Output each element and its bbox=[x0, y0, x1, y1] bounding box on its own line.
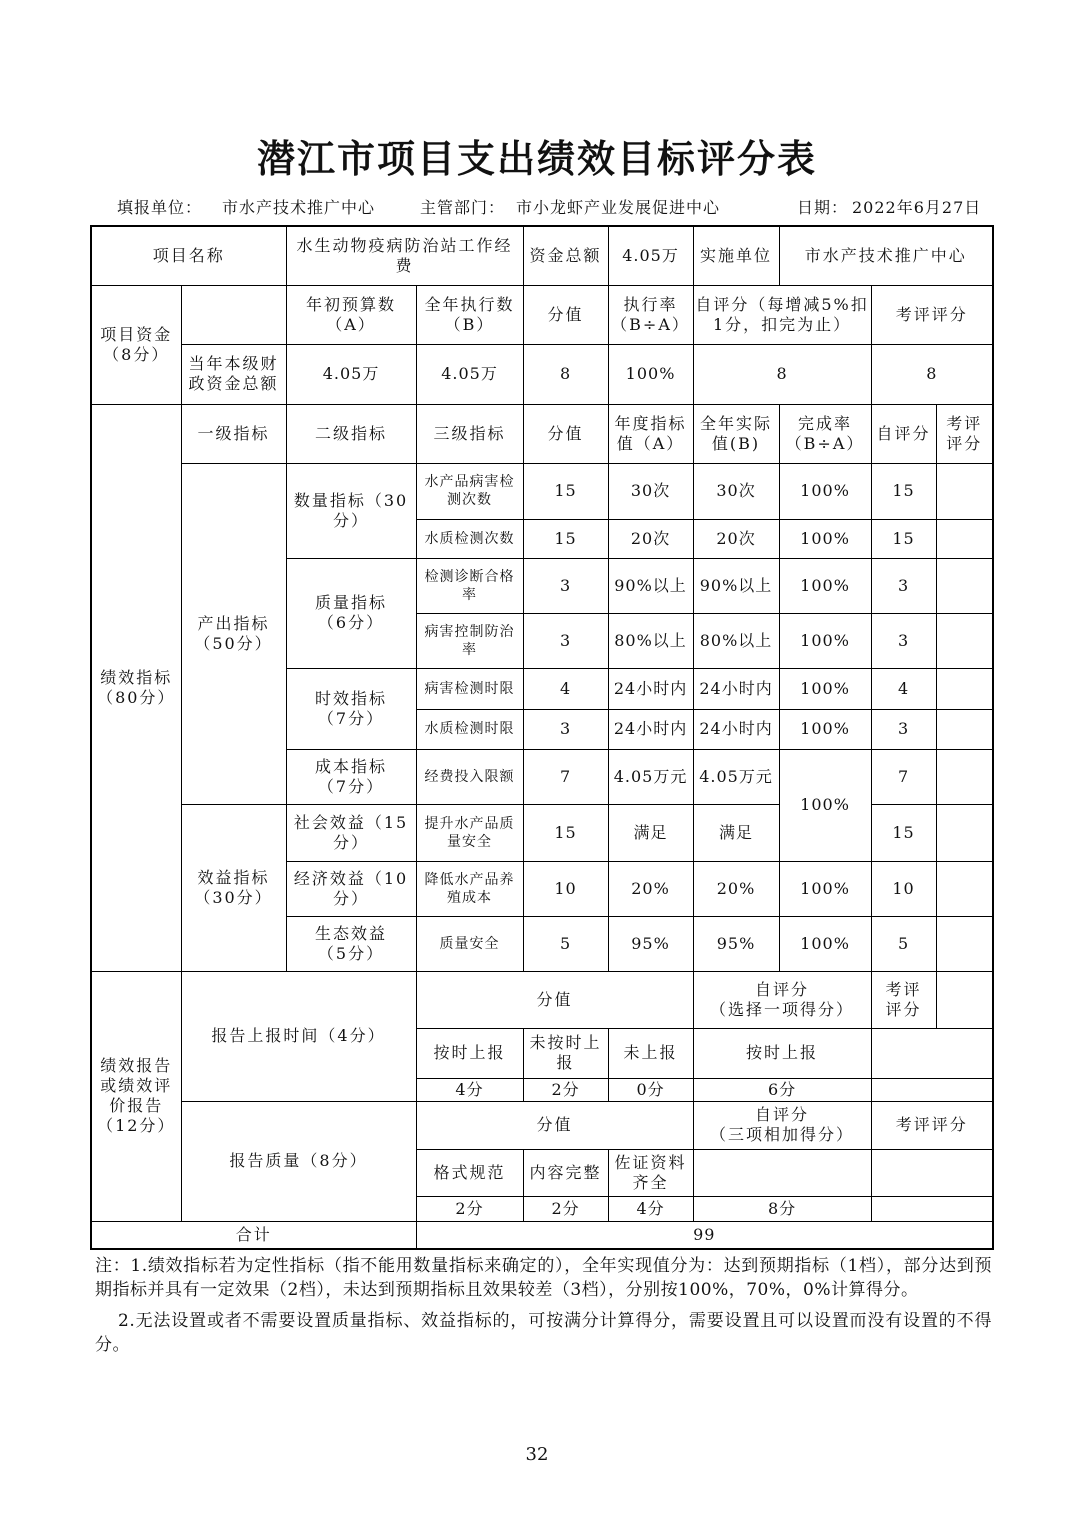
timeliness-option: 按时上报 bbox=[416, 1028, 523, 1078]
quality-criterion-points: 4分 bbox=[608, 1196, 693, 1221]
timeliness-review-score-blank bbox=[936, 971, 993, 1028]
level2-header: 二级指标 bbox=[286, 404, 416, 463]
execution-rate-header: 执行率 （B÷A） bbox=[608, 285, 693, 344]
funding-self-score-header: 自评分（每增减5%扣 1分，扣完为止） bbox=[693, 285, 871, 344]
indicator-score: 3 bbox=[523, 558, 608, 613]
level3-indicator: 水质检测时限 bbox=[416, 709, 523, 749]
level1-output-indicator: 产出指标 （50分） bbox=[181, 463, 286, 804]
quality-self-score: 8分 bbox=[693, 1196, 871, 1221]
indicator-actual-value: 24小时内 bbox=[693, 709, 779, 749]
implementing-unit-label: 实施单位 bbox=[693, 226, 779, 285]
timeliness-review-score-value bbox=[871, 1078, 993, 1101]
total-funds-label: 资金总额 bbox=[523, 226, 608, 285]
timeliness-option: 未上报 bbox=[608, 1028, 693, 1078]
timeliness-score-header: 分值 bbox=[416, 971, 693, 1028]
indicator-actual-value: 20% bbox=[693, 861, 779, 916]
date-label: 日期： bbox=[797, 198, 849, 217]
level2-quantity-indicator: 数量指标（30 分） bbox=[286, 463, 416, 558]
footnote-1: 注：1.绩效指标若为定性指标（指不能用数量指标来确定的），全年实现值分为：达到预期指标（1档），部分达到预期指标并具有一定效果（2档），未达到预期指标且效果较差（3档），分别按100%，70%，0%计算得分。 bbox=[95, 1256, 992, 1300]
footnote-2: 2.无法设置或者不需要设置质量指标、效益指标的，可按满分计算得分，需要设置且可以设置而没有设置的不得分。 bbox=[95, 1311, 992, 1355]
completion-rate-header: 完成率 （B÷A） bbox=[779, 404, 871, 463]
level2-ecological-benefit: 生态效益 （5分） bbox=[286, 916, 416, 971]
quality-criterion: 内容完整 bbox=[523, 1149, 608, 1196]
reporting-unit-value: 市水产技术推广中心 bbox=[222, 198, 376, 217]
indicator-self-score: 3 bbox=[871, 558, 936, 613]
indicator-self-score: 7 bbox=[871, 749, 936, 804]
quality-review-score bbox=[871, 1196, 993, 1221]
indicator-completion-rate: 100% bbox=[779, 463, 871, 519]
indicator-review-score bbox=[936, 668, 993, 709]
indicator-self-score: 15 bbox=[871, 519, 936, 558]
quality-review-score-header: 考评评分 bbox=[871, 1101, 993, 1149]
level3-indicator: 降低水产品养 殖成本 bbox=[416, 861, 523, 916]
level3-header: 三级指标 bbox=[416, 404, 523, 463]
total-funds-value: 4.05万 bbox=[608, 226, 693, 285]
execution-rate-value: 100% bbox=[608, 344, 693, 404]
report-section-label: 绩效报告 或绩效评 价报告 （12分） bbox=[91, 971, 181, 1221]
target-value-header: 年度指标 值（A） bbox=[608, 404, 693, 463]
indicator-target-value: 满足 bbox=[608, 804, 693, 861]
indicator-review-score bbox=[936, 916, 993, 971]
timeliness-review-score-header: 考评 评分 bbox=[871, 971, 936, 1028]
indicator-score-header: 分值 bbox=[523, 404, 608, 463]
level1-header: 一级指标 bbox=[181, 404, 286, 463]
indicator-actual-value: 24小时内 bbox=[693, 668, 779, 709]
total-value: 99 bbox=[416, 1221, 993, 1249]
budget-value: 4.05万 bbox=[286, 344, 416, 404]
indicator-self-score-header: 自评分 bbox=[871, 404, 936, 463]
indicator-score: 5 bbox=[523, 916, 608, 971]
indicator-self-score: 10 bbox=[871, 861, 936, 916]
level1-benefit-indicator: 效益指标 （30分） bbox=[181, 804, 286, 971]
indicator-score: 15 bbox=[523, 804, 608, 861]
indicator-score: 4 bbox=[523, 668, 608, 709]
indicator-target-value: 20% bbox=[608, 861, 693, 916]
indicator-completion-rate: 100% bbox=[779, 709, 871, 749]
timeliness-option-points: 4分 bbox=[416, 1078, 523, 1101]
level3-indicator: 水质检测次数 bbox=[416, 519, 523, 558]
indicator-self-score: 3 bbox=[871, 613, 936, 668]
timeliness-review-score bbox=[871, 1028, 993, 1078]
actual-value-header: 全年实际 值(B) bbox=[693, 404, 779, 463]
funding-score-header: 分值 bbox=[523, 285, 608, 344]
timeliness-option: 未按时上 报 bbox=[523, 1028, 608, 1078]
indicator-score: 7 bbox=[523, 749, 608, 804]
indicator-target-value: 24小时内 bbox=[608, 709, 693, 749]
timeliness-self-score: 6分 bbox=[693, 1078, 871, 1101]
indicator-self-score: 3 bbox=[871, 709, 936, 749]
indicator-score: 15 bbox=[523, 519, 608, 558]
timeliness-self-choice: 按时上报 bbox=[693, 1028, 871, 1078]
quality-self-score-blank bbox=[693, 1149, 871, 1196]
level3-indicator: 质量安全 bbox=[416, 916, 523, 971]
indicator-review-score bbox=[936, 519, 993, 558]
indicator-target-value: 30次 bbox=[608, 463, 693, 519]
footnotes bbox=[95, 1254, 992, 1357]
implementing-unit-value: 市水产技术推广中心 bbox=[779, 226, 993, 285]
form-sheet bbox=[90, 225, 992, 1357]
supervising-dept-label: 主管部门： bbox=[420, 198, 506, 217]
indicator-score: 10 bbox=[523, 861, 608, 916]
funding-self-score-value: 8 bbox=[693, 344, 871, 404]
indicator-completion-rate: 100% bbox=[779, 749, 871, 861]
performance-section-label: 绩效指标 （80分） bbox=[91, 404, 181, 971]
report-timeliness-label: 报告上报时间（4分） bbox=[181, 971, 416, 1101]
indicator-self-score: 4 bbox=[871, 668, 936, 709]
indicator-review-score bbox=[936, 749, 993, 804]
indicator-score: 15 bbox=[523, 463, 608, 519]
funding-corner-cell bbox=[181, 285, 286, 344]
indicator-self-score: 15 bbox=[871, 463, 936, 519]
funding-section-label: 项目资金 （8分） bbox=[91, 285, 181, 404]
indicator-score: 3 bbox=[523, 709, 608, 749]
indicator-self-score: 15 bbox=[871, 804, 936, 861]
level2-quality-indicator: 质量指标 （6分） bbox=[286, 558, 416, 668]
indicator-self-score: 5 bbox=[871, 916, 936, 971]
project-name-label: 项目名称 bbox=[91, 226, 286, 285]
evaluation-table bbox=[90, 225, 994, 1250]
indicator-completion-rate: 100% bbox=[779, 519, 871, 558]
project-name-value: 水生动物疫病防治站工作经 费 bbox=[286, 226, 523, 285]
indicator-completion-rate: 100% bbox=[779, 668, 871, 709]
level3-indicator: 检测诊断合格 率 bbox=[416, 558, 523, 613]
timeliness-option-points: 0分 bbox=[608, 1078, 693, 1101]
funding-review-score-header: 考评评分 bbox=[871, 285, 993, 344]
level2-timeliness-indicator: 时效指标 （7分） bbox=[286, 668, 416, 749]
page-number: 32 bbox=[525, 1444, 549, 1465]
indicator-completion-rate: 100% bbox=[779, 916, 871, 971]
indicator-score: 3 bbox=[523, 613, 608, 668]
timeliness-self-score-header: 自评分 （选择一项得分） bbox=[693, 971, 871, 1028]
indicator-actual-value: 80%以上 bbox=[693, 613, 779, 668]
timeliness-option-points: 2分 bbox=[523, 1078, 608, 1101]
level2-economic-benefit: 经济效益（10 分） bbox=[286, 861, 416, 916]
indicator-actual-value: 满足 bbox=[693, 804, 779, 861]
indicator-review-score bbox=[936, 463, 993, 519]
total-label: 合计 bbox=[91, 1221, 416, 1249]
quality-criterion-points: 2分 bbox=[523, 1196, 608, 1221]
quality-criterion: 格式规范 bbox=[416, 1149, 523, 1196]
document-title: 潜江市项目支出绩效目标评分表 bbox=[256, 136, 817, 181]
indicator-target-value: 80%以上 bbox=[608, 613, 693, 668]
indicator-review-score bbox=[936, 804, 993, 861]
date-value: 2022年6月27日 bbox=[852, 198, 982, 217]
budget-header: 年初预算数 （A） bbox=[286, 285, 416, 344]
indicator-target-value: 24小时内 bbox=[608, 668, 693, 709]
level2-social-benefit: 社会效益（15 分） bbox=[286, 804, 416, 861]
indicator-target-value: 90%以上 bbox=[608, 558, 693, 613]
fiscal-funds-label: 当年本级财 政资金总额 bbox=[181, 344, 286, 404]
quality-criterion: 佐证资料 齐全 bbox=[608, 1149, 693, 1196]
indicator-actual-value: 30次 bbox=[693, 463, 779, 519]
indicator-completion-rate: 100% bbox=[779, 613, 871, 668]
quality-self-score-header: 自评分 （三项相加得分） bbox=[693, 1101, 871, 1149]
level3-indicator: 病害控制防治 率 bbox=[416, 613, 523, 668]
indicator-actual-value: 20次 bbox=[693, 519, 779, 558]
quality-criterion-points: 2分 bbox=[416, 1196, 523, 1221]
indicator-completion-rate: 100% bbox=[779, 861, 871, 916]
executed-value: 4.05万 bbox=[416, 344, 523, 404]
quality-score-header: 分值 bbox=[416, 1101, 693, 1149]
indicator-target-value: 4.05万元 bbox=[608, 749, 693, 804]
executed-header: 全年执行数 （B） bbox=[416, 285, 523, 344]
indicator-review-score bbox=[936, 613, 993, 668]
level3-indicator: 提升水产品质 量安全 bbox=[416, 804, 523, 861]
indicator-actual-value: 95% bbox=[693, 916, 779, 971]
level3-indicator: 病害检测时限 bbox=[416, 668, 523, 709]
quality-review-score-blank bbox=[871, 1149, 993, 1196]
indicator-review-score bbox=[936, 709, 993, 749]
indicator-actual-value: 90%以上 bbox=[693, 558, 779, 613]
indicator-review-score bbox=[936, 558, 993, 613]
indicator-target-value: 20次 bbox=[608, 519, 693, 558]
indicator-review-score bbox=[936, 861, 993, 916]
report-quality-label: 报告质量（8分） bbox=[181, 1101, 416, 1221]
level2-cost-indicator: 成本指标 （7分） bbox=[286, 749, 416, 804]
indicator-completion-rate: 100% bbox=[779, 558, 871, 613]
level3-indicator: 经费投入限额 bbox=[416, 749, 523, 804]
indicator-actual-value: 4.05万元 bbox=[693, 749, 779, 804]
funding-review-score-value: 8 bbox=[871, 344, 993, 404]
indicator-review-score-header: 考评 评分 bbox=[936, 404, 993, 463]
level3-indicator: 水产品病害检 测次数 bbox=[416, 463, 523, 519]
indicator-target-value: 95% bbox=[608, 916, 693, 971]
supervising-dept-value: 市小龙虾产业发展促进中心 bbox=[516, 198, 721, 217]
reporting-unit-label: 填报单位： bbox=[117, 198, 203, 217]
funding-score-value: 8 bbox=[523, 344, 608, 404]
